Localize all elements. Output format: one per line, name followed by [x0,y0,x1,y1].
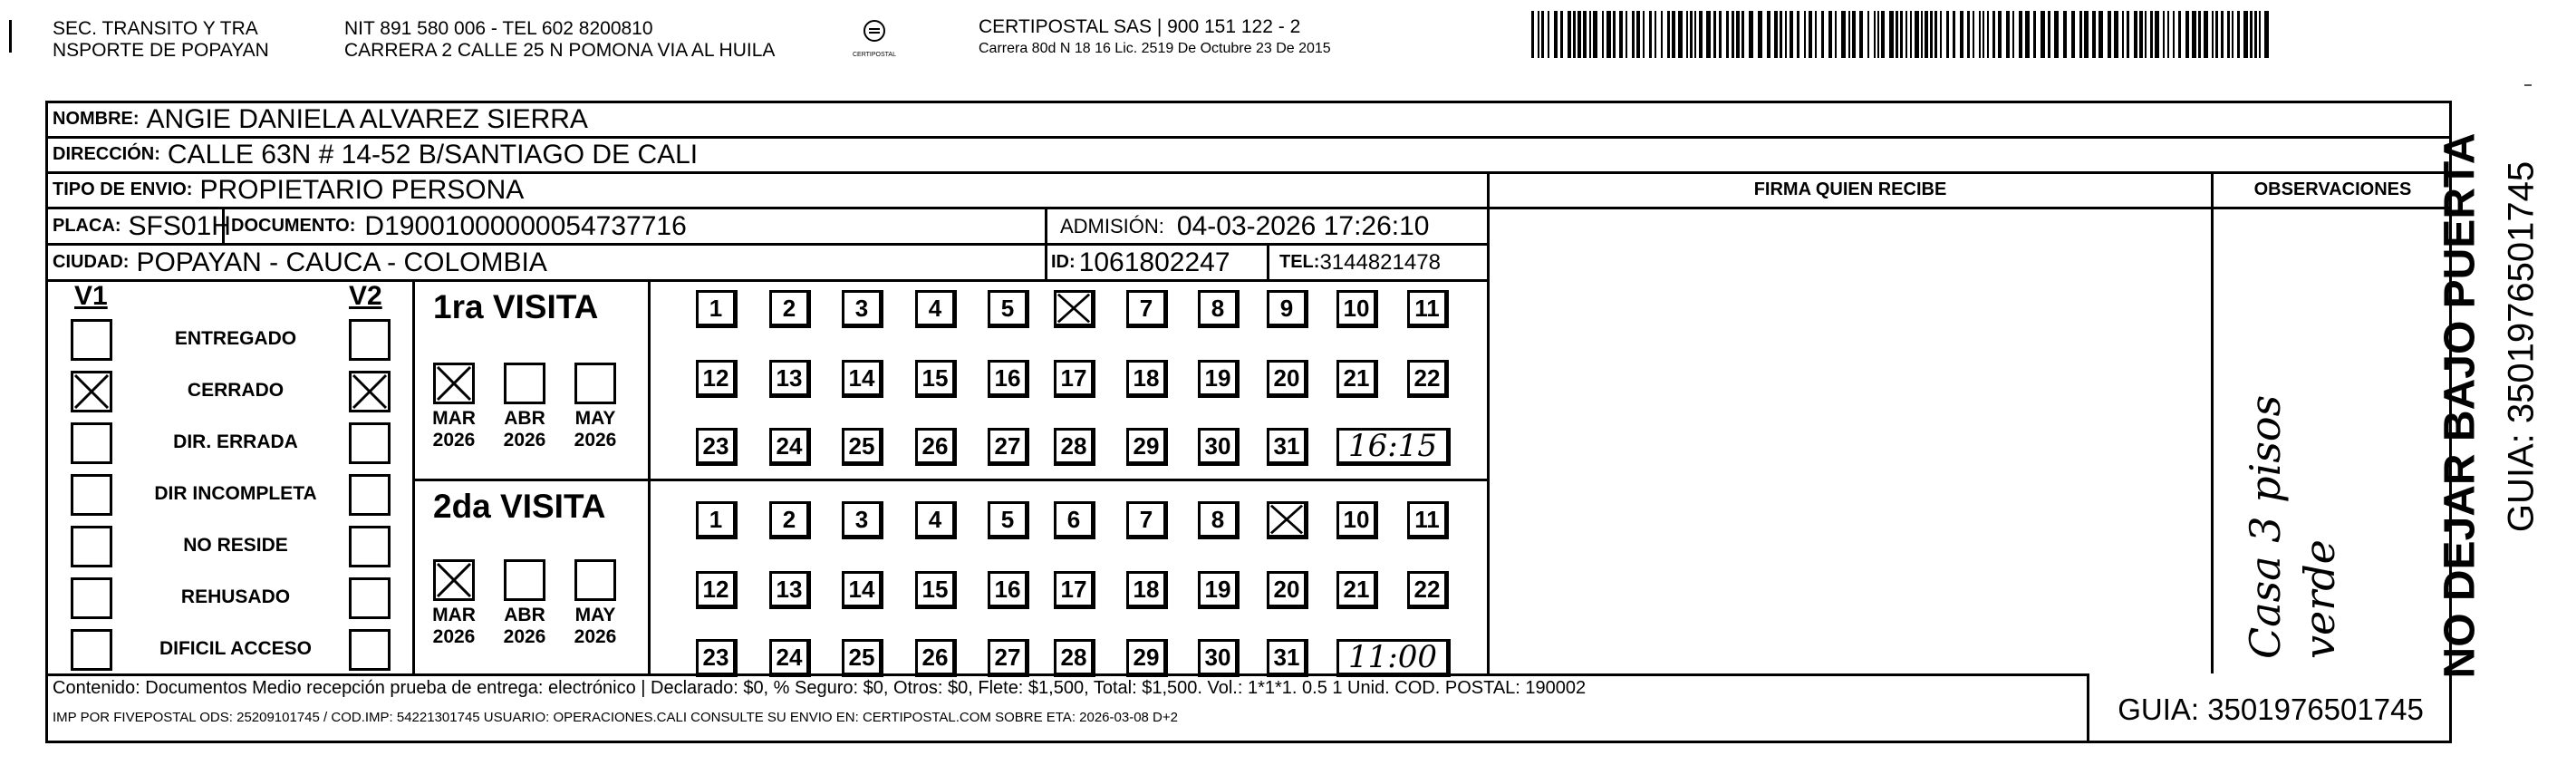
v1-checkbox[interactable] [71,422,112,464]
barcode-bar [1699,11,1703,58]
second-day-box[interactable]: 6 [1054,501,1095,539]
row-divider [45,279,1490,282]
barcode-bar [1905,11,1907,58]
barcode-bar [1992,11,1995,58]
barcode-bar [1867,11,1869,58]
barcode-bar [1953,11,1955,58]
second-day-box[interactable]: 10 [1336,501,1378,539]
barcode-bar [2048,11,2050,58]
v2-checkbox[interactable] [349,577,391,619]
ciudad-cell [53,246,547,279]
barcode-bar [1636,11,1640,58]
barcode-bar [1713,11,1716,58]
barcode-bar [2250,11,2253,58]
barcode-bar [1686,11,1688,58]
barcode-bar [1626,11,1627,58]
company-block [979,16,1331,60]
barcode-bar [1577,11,1581,58]
year-label: 2026 [574,626,617,647]
barcode-bar [2054,11,2059,58]
barcode-bar [2227,11,2230,58]
barcode-bar [1706,11,1711,58]
second-month-label [426,605,482,648]
barcode-bar [1852,11,1856,58]
first-month-checkbox[interactable] [504,363,545,404]
id-label: ID: [1051,252,1076,272]
second-day-box[interactable]: 24 [769,639,811,677]
first-day-box[interactable] [1054,290,1095,328]
barcode-bar [1541,11,1544,58]
v2-label: V2 [349,281,382,311]
second-day-box[interactable]: 14 [842,571,883,609]
obs-line-1: Casa 3 pisos [2241,394,2290,659]
barcode-bar [2155,11,2159,58]
barcode-bar [1983,11,1984,58]
first-visit-time: 16:15 [1336,428,1451,466]
barcode-bar [1828,11,1832,58]
company-address: Carrera 80d N 18 16 Lic. 2519 De Octubre 23 De 2015 [979,41,1331,56]
barcode-bar [1732,11,1734,58]
second-day-box[interactable]: 4 [915,501,957,539]
second-day-box[interactable]: 12 [696,571,738,609]
first-day-box[interactable]: 18 [1126,360,1168,398]
barcode-bar [2079,11,2082,58]
barcode-bar [2071,11,2075,58]
second-day-box[interactable]: 28 [1054,639,1095,677]
first-day-box[interactable]: 16 [988,360,1029,398]
barcode-bar [1736,11,1740,58]
observaciones-header: OBSERVACIONES [2253,179,2412,199]
first-month-checkbox[interactable] [433,363,475,404]
sender-block [53,18,269,62]
first-day-box[interactable]: 1 [696,290,738,328]
barcode-bar [1940,11,1942,58]
barcode-bar [2114,11,2118,58]
barcode-bar [1946,11,1949,58]
first-day-box[interactable]: 13 [769,360,811,398]
v2-checkbox[interactable] [349,474,391,516]
barcode-bar [2178,11,2181,58]
address-line: CARRERA 2 CALLE 25 N POMONA VIA AL HUILA [344,40,776,61]
barcode-bar [1815,11,1817,58]
second-day-box[interactable]: 27 [988,639,1029,677]
placa-cell [53,209,231,243]
barcode-bar [1900,11,1903,58]
barcode-bar [1987,11,1989,58]
nombre-value: ANGIE DANIELA ALVAREZ SIERRA [146,103,588,134]
barcode-bar [2145,11,2147,58]
barcode-bar [1910,11,1912,58]
first-day-box[interactable]: 17 [1054,360,1095,398]
barcode-bar [2108,11,2111,58]
first-day-box[interactable]: 23 [696,428,738,466]
col-divider [2211,171,2214,673]
first-day-box[interactable]: 3 [842,290,883,328]
second-day-box[interactable]: 23 [696,639,738,677]
first-day-box[interactable]: 11 [1407,290,1449,328]
barcode-bar [2232,11,2233,58]
second-day-box[interactable]: 19 [1198,571,1240,609]
second-day-box[interactable]: 17 [1054,571,1095,609]
barcode-bar [2139,11,2143,58]
v2-checkbox[interactable] [349,422,391,464]
tel-value: 3144821478 [1319,249,1441,275]
v1-checkbox[interactable] [71,629,112,671]
logo-text: CERTIPOSTAL [853,52,896,58]
barcode-bar [2192,11,2196,58]
barcode-bar [1719,11,1722,58]
nit-line: NIT 891 580 006 - TEL 602 8200810 [344,18,653,39]
barcode-bar [1602,11,1604,58]
contenido-line: Contenido: Documentos Medio recepción prueba de entrega: electrónico | Declarado: $0, % Seguro: $0, Otros: $0, Flete: $1,500, Total: $1,500. Vol.: 1*1*1. 0.5 1 Unid. COD. POSTAL: 190002 [53,678,1587,698]
barcode-bar [1632,11,1635,58]
barcode-bar [1835,11,1837,58]
second-day-box[interactable]: 25 [842,639,883,677]
barcode-bar [1583,11,1587,58]
v1-checkbox[interactable] [71,577,112,619]
barcode-bar [1874,11,1876,58]
barcode-bar [1780,11,1782,58]
admision-label: ADMISIÓN: [1060,214,1164,237]
barcode-bar [1930,11,1933,58]
direccion-row [53,138,698,171]
observaciones-handwriting [2229,344,2301,659]
year-label: 2026 [432,626,476,647]
nit-block [344,18,775,62]
barcode-bar [2150,11,2153,58]
barcode-bar [2221,11,2224,58]
barcode-bar [1774,11,1778,58]
side-guia: GUIA: 3501976501745 [2501,160,2542,533]
barcode-bar [1809,11,1812,58]
barcode-bar [2215,11,2218,58]
barcode-bar [2041,11,2045,58]
first-day-box[interactable]: 28 [1054,428,1095,466]
second-day-box[interactable]: 26 [915,639,957,677]
barcode-bar [2025,11,2030,58]
first-day-box[interactable]: 5 [988,290,1029,328]
barcode-bar [1548,11,1549,58]
barcode-bar [2185,11,2189,58]
barcode-bar [1821,11,1824,58]
barcode-bar [1841,11,1846,58]
col-divider [412,279,415,673]
barcode-bar [1921,11,1923,58]
barcode-bar [1797,11,1799,58]
barcode-bar [1593,11,1597,58]
v2-checkbox[interactable] [349,629,391,671]
tipo-value: PROPIETARIO PERSONA [199,174,525,205]
first-visit-label: 1ra VISITA [433,288,599,325]
v2-checkbox[interactable] [349,526,391,567]
first-day-box[interactable]: 21 [1336,360,1378,398]
tipo-label: TIPO DE ENVIO: [53,179,193,199]
v1-label: V1 [74,281,108,311]
v2-checkbox[interactable] [349,319,391,361]
barcode-bar [2098,11,2103,58]
barcode-bar [1649,11,1652,58]
placa-label: PLACA: [53,216,121,236]
barcode-bar [1804,11,1806,58]
v2-checkbox[interactable] [349,371,391,412]
barcode-bar [2084,11,2089,58]
barcode-bar [1726,11,1729,58]
status-label: DIR. ERRADA [173,431,298,452]
first-day-box[interactable]: 26 [915,428,957,466]
barcode-bar [1848,11,1850,58]
barcode-bar [1767,11,1770,58]
barcode-bar [1998,11,2002,58]
first-day-box[interactable]: 20 [1267,360,1308,398]
second-day-box[interactable]: 21 [1336,571,1378,609]
visit-divider [412,479,1489,481]
barcode-bar [1619,11,1623,58]
second-day-box[interactable] [1267,501,1308,539]
second-day-box[interactable]: 16 [988,571,1029,609]
col-divider [648,279,651,673]
second-day-box[interactable]: 20 [1267,571,1308,609]
second-day-box[interactable]: 2 [769,501,811,539]
second-day-box[interactable]: 29 [1126,639,1168,677]
barcode-bar [1967,11,1970,58]
barcode-bar [2033,11,2036,58]
second-visit-label: 2da VISITA [433,488,606,525]
sender-line-1: SEC. TRANSITO Y TRA [53,18,258,39]
barcode [1531,11,2274,58]
v1-checkbox[interactable] [71,474,112,516]
barcode-bar [1643,11,1645,58]
barcode-bar [2212,11,2214,58]
barcode-bar [2237,11,2240,58]
direccion-label: DIRECCIÓN: [53,144,160,164]
first-month-label [567,408,623,451]
ciudad-label: CIUDAD: [53,252,130,272]
first-day-box[interactable]: 9 [1267,290,1308,328]
first-month-label [497,408,553,451]
year-label: 2026 [432,430,476,450]
status-label: NO RESIDE [183,535,288,556]
barcode-bar [1694,11,1696,58]
first-day-box[interactable]: 29 [1126,428,1168,466]
company-line: CERTIPOSTAL SAS | 900 151 122 - 2 [979,16,1301,37]
barcode-bar [1877,11,1879,58]
sender-line-2: NSPORTE DE POPAYAN [53,40,269,61]
year-label: 2026 [574,430,617,450]
first-month-checkbox[interactable] [574,363,616,404]
id-value: 1061802247 [1078,247,1230,277]
second-month-checkbox[interactable] [433,559,475,601]
direccion-value: CALLE 63N # 14-52 B/SANTIAGO DE CALI [167,139,699,170]
first-month-label [426,408,482,451]
first-day-box[interactable]: 22 [1407,360,1449,398]
second-month-checkbox[interactable] [574,559,616,601]
barcode-bar [1606,11,1611,58]
first-day-box[interactable]: 10 [1336,290,1378,328]
id-cell [1051,246,1230,279]
documento-label: DOCUMENTO: [231,216,356,236]
v1-checkbox[interactable] [71,526,112,567]
documento-value: D19001000000054737716 [364,210,687,241]
barcode-bar [1667,11,1670,58]
barcode-bar [2167,11,2169,58]
nombre-row [53,102,588,136]
barcode-bar [1881,11,1885,58]
barcode-bar [2012,11,2014,58]
barcode-bar [1790,11,1793,58]
barcode-bar [2204,11,2208,58]
barcode-bar [1678,11,1683,58]
second-day-box[interactable]: 13 [769,571,811,609]
tel-label: TEL: [1279,252,1320,272]
ciudad-value: POPAYAN - CAUCA - COLOMBIA [136,247,547,277]
barcode-bar [2254,11,2257,58]
barcode-bar [1925,11,1928,58]
barcode-bar [2264,11,2269,58]
admision-cell [1060,209,1429,243]
second-month-label [567,605,623,648]
barcode-bar [1889,11,1894,58]
barcode-bar [1690,11,1693,58]
imp-line: IMP POR FIVEPOSTAL ODS: 25209101745 / COD.IMP: 54221301745 USUARIO: OPERACIONES.CALI CONSULTE SU ENVIO EN: CERTIPOSTAL.COM SOBRE ETA: 2026-03-08 D+2 [53,710,1178,725]
status-label: DIFICIL ACCESO [159,638,312,659]
first-day-box[interactable]: 2 [769,290,811,328]
barcode-bar [1741,11,1744,58]
second-day-box[interactable]: 31 [1267,639,1308,677]
barcode-bar [1661,11,1663,58]
barcode-bar [2259,11,2261,58]
v1-checkbox[interactable] [71,371,112,412]
second-month-label [497,605,553,648]
certipostal-logo [847,18,902,60]
second-day-box[interactable]: 18 [1126,571,1168,609]
barcode-bar [1554,11,1558,58]
month-label: MAR [432,408,476,429]
nombre-label: NOMBRE: [53,109,140,129]
month-label: MAY [574,605,616,625]
barcode-bar [2198,11,2201,58]
barcode-bar [2063,11,2067,58]
barcode-bar [1749,11,1753,58]
year-label: 2026 [503,626,546,647]
month-label: MAR [432,605,476,625]
barcode-bar [2173,11,2175,58]
status-label: ENTREGADO [174,328,297,349]
col-divider [1045,207,1047,279]
admision-value: 04-03-2026 17:26:10 [1176,210,1430,241]
status-label: REHUSADO [180,586,291,607]
barcode-bar [1758,11,1762,58]
first-day-box[interactable]: 19 [1198,360,1240,398]
barcode-bar [2243,11,2248,58]
first-day-box[interactable]: 24 [769,428,811,466]
barcode-bar [1915,11,1919,58]
barcode-bar [1538,11,1539,58]
barcode-bar [1613,11,1616,58]
status-label: DIR INCOMPLETA [154,483,317,504]
documento-cell [231,209,687,243]
barcode-bar [2134,11,2137,58]
month-label: ABR [504,408,545,429]
barcode-bar [2163,11,2165,58]
second-day-box[interactable]: 22 [1407,571,1449,609]
col-divider [1487,171,1490,673]
second-day-box[interactable]: 30 [1198,639,1240,677]
second-day-box[interactable]: 5 [988,501,1029,539]
second-day-box[interactable]: 3 [842,501,883,539]
speck [2524,84,2532,86]
barcode-bar [2122,11,2124,58]
barcode-bar [1859,11,1863,58]
obs-line-2: verde [2295,539,2344,659]
barcode-bar [1655,11,1656,58]
barcode-bar [1973,11,1974,58]
placa-value: SFS01H [128,210,231,241]
v1-checkbox[interactable] [71,319,112,361]
barcode-bar [2019,11,2022,58]
barcode-bar [2006,11,2010,58]
firma-header: FIRMA QUIEN RECIBE [1753,179,1947,199]
first-day-box[interactable]: 27 [988,428,1029,466]
month-label: MAY [574,408,616,429]
second-day-box[interactable]: 8 [1198,501,1240,539]
second-day-box[interactable]: 7 [1126,501,1168,539]
first-day-box[interactable]: 25 [842,428,883,466]
second-day-box[interactable]: 11 [1407,501,1449,539]
barcode-bar [1896,11,1898,58]
month-label: ABR [504,605,545,625]
first-day-box[interactable]: 7 [1126,290,1168,328]
status-label: CERRADO [187,380,285,401]
col-divider [1267,243,1269,279]
tipo-row [53,173,524,207]
barcode-bar [1934,11,1937,58]
first-day-box[interactable]: 30 [1198,428,1240,466]
first-day-box[interactable]: 12 [696,360,738,398]
barcode-bar [1568,11,1571,58]
barcode-bar [1785,11,1787,58]
no-dejar-bajo-puerta: NO DEJAR BAJO PUERTA [2436,132,2484,679]
second-day-box[interactable]: 15 [915,571,957,609]
barcode-bar [1560,11,1563,58]
first-day-box[interactable]: 15 [915,360,957,398]
barcode-bar [1531,11,1534,58]
second-visit-time: 11:00 [1336,639,1451,677]
observaciones-handwriting-2 [2292,508,2347,659]
barcode-bar [1573,11,1576,58]
barcode-bar [1960,11,1963,58]
trim-mark [9,20,12,53]
year-label: 2026 [503,430,546,450]
barcode-bar [2127,11,2129,58]
first-day-box[interactable]: 14 [842,360,883,398]
guia-box: GUIA: 3501976501745 [2118,693,2424,726]
barcode-bar [1979,11,1981,58]
tel-cell [1279,246,1441,279]
first-day-box[interactable]: 8 [1198,290,1240,328]
barcode-bar [2092,11,2096,58]
barcode-bar [1672,11,1675,58]
barcode-bar [1589,11,1591,58]
second-day-box[interactable]: 1 [696,501,738,539]
second-month-checkbox[interactable] [504,559,545,601]
first-day-box[interactable]: 31 [1267,428,1308,466]
first-day-box[interactable]: 4 [915,290,957,328]
